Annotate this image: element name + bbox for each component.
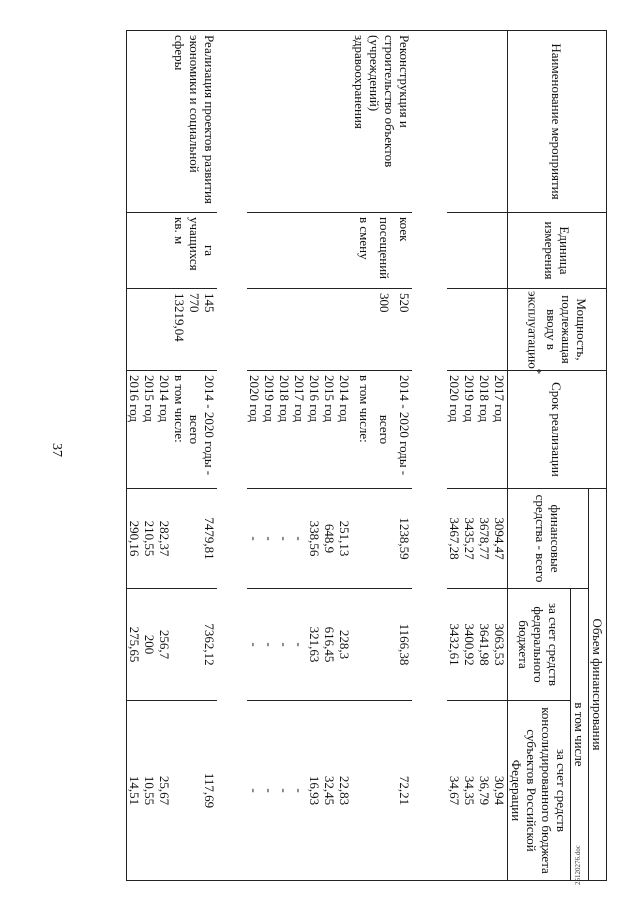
cell-name (477, 31, 492, 213)
cell-total (352, 489, 372, 589)
cell-name (307, 31, 322, 213)
cell-name (262, 31, 277, 213)
cell-total: 7479,81 (202, 489, 217, 589)
cell-unit (247, 213, 262, 289)
cell-regional: - (277, 701, 292, 881)
cell-period: 2016 год (127, 371, 143, 489)
row-spacer (412, 31, 447, 881)
cell-period: 2019 год (262, 371, 277, 489)
footnote-mark: * (530, 368, 543, 375)
cell-regional: - (247, 701, 262, 881)
cell-unit (292, 213, 307, 289)
cell-capacity: 300 (372, 289, 392, 371)
cell-federal: 275,65 (127, 589, 143, 701)
cell-regional: - (292, 701, 307, 881)
cell-period: 2015 год (142, 371, 157, 489)
cell-federal: 228,3 (337, 589, 352, 701)
footer-filename: 25120276.doc (574, 845, 582, 885)
cell-period: 2019 год (462, 371, 477, 489)
cell-unit (337, 213, 352, 289)
cell-total: - (247, 489, 262, 589)
cell-federal: 3400,92 (462, 589, 477, 701)
cell-period: 2016 год (307, 371, 322, 489)
cell-capacity (322, 289, 337, 371)
cell-unit: посещений (372, 213, 392, 289)
cell-total: - (262, 489, 277, 589)
cell-unit (447, 213, 462, 289)
cell-federal (372, 589, 392, 701)
cell-capacity (307, 289, 322, 371)
cell-total: 3435,27 (462, 489, 477, 589)
cell-federal: - (262, 589, 277, 701)
cell-period: всего (187, 371, 202, 489)
cell-total (172, 489, 187, 589)
cell-period: 2018 год (277, 371, 292, 489)
cell-unit (262, 213, 277, 289)
header-unit: Единица измерения (508, 213, 607, 289)
cell-unit (492, 213, 508, 289)
header-funding: Объем финансирования (589, 489, 607, 881)
cell-regional: 30,94 (492, 701, 508, 881)
cell-period: 2017 год (492, 371, 508, 489)
cell-total: 210,55 (142, 489, 157, 589)
cell-federal: 3432,61 (447, 589, 462, 701)
cell-period: 2014 год (337, 371, 352, 489)
cell-unit (307, 213, 322, 289)
header-capacity (508, 289, 607, 375)
cell-period: 2020 год (447, 371, 462, 489)
cell-federal (352, 589, 372, 701)
cell-unit (277, 213, 292, 289)
cell-federal: 3641,98 (477, 589, 492, 701)
cell-regional (352, 701, 372, 881)
cell-total: 648,9 (322, 489, 337, 589)
cell-capacity (447, 289, 462, 371)
cell-capacity (157, 289, 172, 371)
cell-federal: 256,7 (157, 589, 172, 701)
cell-unit (462, 213, 477, 289)
cell-period: 2014 - 2020 годы - (202, 371, 217, 489)
cell-name (127, 31, 143, 213)
cell-capacity (277, 289, 292, 371)
cell-name (157, 31, 172, 213)
cell-regional (172, 701, 187, 881)
cell-regional: 14,51 (127, 701, 143, 881)
cell-unit: учащихся (187, 213, 202, 289)
cell-federal: 200 (142, 589, 157, 701)
cell-capacity (247, 289, 262, 371)
cell-unit (142, 213, 157, 289)
cell-federal: - (247, 589, 262, 701)
cell-period: 2018 год (477, 371, 492, 489)
cell-total: 282,37 (157, 489, 172, 589)
cell-period: 2015 год (322, 371, 337, 489)
cell-capacity (337, 289, 352, 371)
cell-capacity: 13219,04 (172, 289, 187, 371)
cell-capacity (352, 289, 372, 371)
header-total: финансовые средства - всего (508, 489, 589, 589)
cell-name (462, 31, 477, 213)
cell-capacity (477, 289, 492, 371)
cell-regional: 117,69 (202, 701, 217, 881)
cell-regional: 22,83 (337, 701, 352, 881)
header-name: Наименование мероприятия (508, 31, 607, 213)
cell-name (322, 31, 337, 213)
cell-unit (322, 213, 337, 289)
page-number: 37 (49, 443, 64, 457)
cell-name (447, 31, 462, 213)
cell-unit (477, 213, 492, 289)
cell-name (337, 31, 352, 213)
cell-regional: 25,67 (157, 701, 172, 881)
cell-name (492, 31, 508, 213)
cell-name (247, 31, 262, 213)
cell-regional (187, 701, 202, 881)
row-spacer (217, 31, 247, 881)
cell-total: 1238,59 (392, 489, 412, 589)
cell-period: 2014 - 2020 годы - (392, 371, 412, 489)
cell-federal: 7362,12 (202, 589, 217, 701)
cell-regional: 10,55 (142, 701, 157, 881)
cell-capacity: 770 (187, 289, 202, 371)
cell-federal: 1166,38 (392, 589, 412, 701)
cell-total: - (277, 489, 292, 589)
cell-name: Реконструкция и строительство объектов (учреждений) здравоохранения (352, 31, 412, 213)
cell-federal (172, 589, 187, 701)
cell-capacity: 520 (392, 289, 412, 371)
cell-regional: - (262, 701, 277, 881)
cell-period: в том числе: (172, 371, 187, 489)
cell-regional: 72,21 (392, 701, 412, 881)
cell-name (292, 31, 307, 213)
cell-total (372, 489, 392, 589)
cell-total: 3678,77 (477, 489, 492, 589)
cell-unit: коек (392, 213, 412, 289)
cell-total: 290,16 (127, 489, 143, 589)
cell-federal: 3063,53 (492, 589, 508, 701)
cell-name (277, 31, 292, 213)
cell-federal: - (277, 589, 292, 701)
cell-name: Реализация проектов развития экономики и социальной сферы (172, 31, 217, 213)
header-capacity-text: Мощность, подлежащая вводу в эксплуатацию (525, 291, 589, 369)
cell-name (142, 31, 157, 213)
cell-unit (157, 213, 172, 289)
cell-regional: 34,35 (462, 701, 477, 881)
cell-total: - (292, 489, 307, 589)
cell-federal (187, 589, 202, 701)
cell-period: 2014 год (157, 371, 172, 489)
cell-capacity (127, 289, 143, 371)
cell-period: 2017 год (292, 371, 307, 489)
cell-federal: 616,45 (322, 589, 337, 701)
cell-total: 3467,28 (447, 489, 462, 589)
cell-period: 2020 год (247, 371, 262, 489)
cell-total (187, 489, 202, 589)
cell-capacity (262, 289, 277, 371)
header-incl: в том числе (571, 589, 589, 881)
cell-regional (372, 701, 392, 881)
cell-unit (127, 213, 143, 289)
cell-total: 338,56 (307, 489, 322, 589)
cell-regional: 34,67 (447, 701, 462, 881)
funding-table (126, 30, 607, 881)
cell-capacity (142, 289, 157, 371)
rotated-table-container (62, 30, 607, 880)
header-period: Срок реализации (508, 371, 607, 489)
cell-regional: 36,79 (477, 701, 492, 881)
cell-federal: - (292, 589, 307, 701)
cell-capacity (492, 289, 508, 371)
cell-unit: кв. м (172, 213, 187, 289)
cell-regional: 16,93 (307, 701, 322, 881)
cell-period: всего (372, 371, 392, 489)
cell-capacity: 145 (202, 289, 217, 371)
header-federal: за счет средств федерального бюджета (508, 589, 571, 701)
header-regional: за счет средств консолидированного бюджета субъектов Российской Федерации (508, 701, 571, 881)
cell-federal: 321,63 (307, 589, 322, 701)
cell-regional: 32,45 (322, 701, 337, 881)
cell-capacity (292, 289, 307, 371)
cell-period: в том числе: (352, 371, 372, 489)
cell-total: 251,13 (337, 489, 352, 589)
cell-total: 3094,47 (492, 489, 508, 589)
cell-unit: в смену (352, 213, 372, 289)
cell-capacity (462, 289, 477, 371)
cell-unit: га (202, 213, 217, 289)
